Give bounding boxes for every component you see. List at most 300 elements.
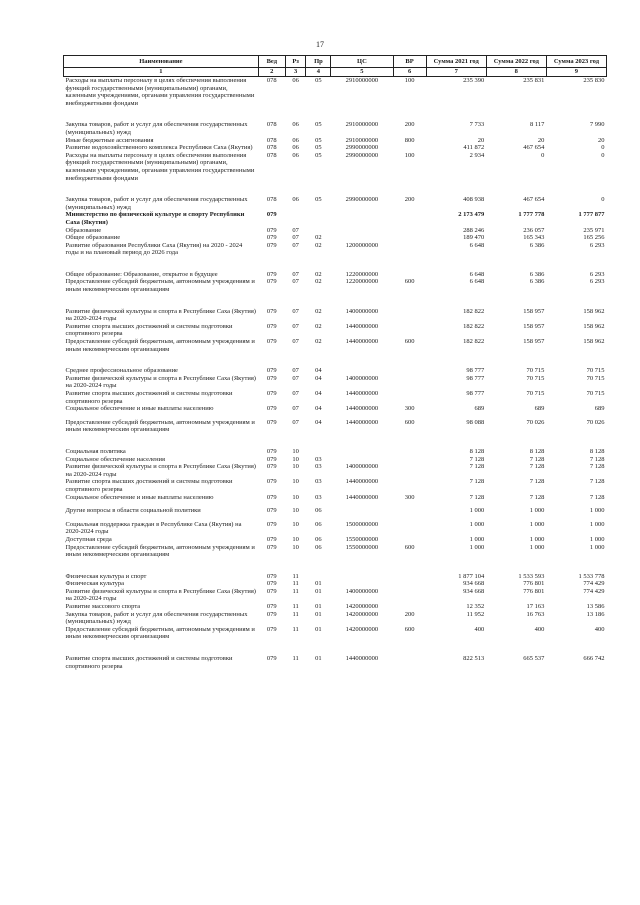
row-ved: 078 <box>266 151 277 159</box>
spacer-cell <box>64 559 607 573</box>
row-vr: 600 <box>404 278 415 286</box>
spacer-row <box>64 559 607 573</box>
row-sum-2023: 689 <box>594 405 605 413</box>
table-row <box>64 626 607 641</box>
row-ved: 079 <box>266 405 277 413</box>
row-rz: 07 <box>292 418 299 426</box>
row-pr <box>306 573 331 581</box>
row-sum-2021: 182 822 <box>463 322 485 330</box>
row-pr: 01 <box>315 610 322 618</box>
row-sum-2021: 400 <box>474 625 485 633</box>
row-cs: 1440000000 <box>345 405 379 413</box>
col-number: 4 <box>306 68 331 77</box>
row-sum-2023: 1 533 778 <box>578 572 605 580</box>
row-ved: 079 <box>266 241 277 249</box>
row-sum-2022: 158 957 <box>523 307 545 315</box>
row-ved: 079 <box>266 655 277 663</box>
col-header-sum-2021: Сумма 2021 год <box>426 56 486 68</box>
row-name: Развитие спорта высших достижений и системы подготовки спортивного резерва <box>65 322 233 338</box>
row-sum-2021: 7 733 <box>469 121 485 129</box>
row-ved: 079 <box>266 625 277 633</box>
table-row <box>64 375 607 390</box>
row-name: Общее образование: Образование, открытое в будущее <box>65 270 218 278</box>
row-cs: 1400000000 <box>345 587 379 595</box>
budget-table <box>63 55 607 670</box>
row-pr: 02 <box>315 270 322 278</box>
row-cs: 2990000000 <box>345 196 379 204</box>
row-sum-2023: 7 128 <box>589 493 605 501</box>
row-sum-2022: 6 386 <box>529 241 545 249</box>
row-sum-2022: 776 801 <box>523 580 545 588</box>
col-header-sum-2022: Сумма 2022 год <box>486 56 546 68</box>
row-rz: 07 <box>292 405 299 413</box>
row-vr <box>393 323 426 338</box>
col-number: 9 <box>546 68 606 77</box>
row-rz: 10 <box>292 507 299 515</box>
col-header-pr: Пр <box>306 56 331 68</box>
row-vr: 200 <box>404 196 415 204</box>
row-cs: 1400000000 <box>345 463 379 471</box>
spacer-cell <box>64 353 607 367</box>
row-pr <box>306 448 331 456</box>
row-sum-2023: 70 715 <box>586 367 605 375</box>
row-rz: 10 <box>292 447 299 455</box>
row-sum-2023: 70 026 <box>586 418 605 426</box>
row-cs: 1200000000 <box>345 241 379 249</box>
table-row <box>64 278 607 293</box>
row-sum-2021: 6 648 <box>469 241 485 249</box>
row-sum-2021: 235 390 <box>463 77 485 84</box>
row-sum-2021: 822 513 <box>463 655 485 663</box>
table-row <box>64 271 607 279</box>
spacer-cell <box>64 434 607 448</box>
row-cs: 2910000000 <box>345 136 379 144</box>
row-vr <box>393 211 426 226</box>
spacer-row <box>64 641 607 655</box>
row-sum-2023: 158 962 <box>583 338 605 346</box>
row-rz: 11 <box>292 587 299 595</box>
row-rz: 10 <box>292 493 299 501</box>
row-pr: 05 <box>315 136 322 144</box>
row-rz: 06 <box>292 151 299 159</box>
row-cs: 2990000000 <box>345 151 379 159</box>
row-pr: 03 <box>315 463 322 471</box>
row-rz: 11 <box>292 572 299 580</box>
col-header-rz: Рз <box>285 56 306 68</box>
table-row <box>64 137 607 145</box>
table-row <box>64 152 607 182</box>
row-name: Предоставление субсидий бюджетным, автономным учреждениям и иным некоммерческим организациям <box>65 418 255 434</box>
row-sum-2022: 235 831 <box>523 77 545 84</box>
row-ved: 078 <box>266 196 277 204</box>
row-sum-2022: 400 <box>534 625 545 633</box>
spacer-row <box>64 182 607 196</box>
table-row <box>64 419 607 434</box>
row-vr <box>393 580 426 588</box>
row-rz: 11 <box>292 580 299 588</box>
row-name: Расходы на выплаты персоналу в целях обеспечения выполнения функций государственными (муниципальными) органами, казенными учреждениями, органами управления государственными внебюджетными фондами <box>65 77 255 107</box>
row-sum-2021: 1 000 <box>469 507 485 515</box>
row-pr <box>306 227 331 235</box>
row-cs: 1420000000 <box>345 625 379 633</box>
row-sum-2023: 400 <box>594 625 605 633</box>
row-name: Развитие спорта высших достижений и системы подготовки спортивного резерва <box>65 478 233 493</box>
row-sum-2022: 70 715 <box>526 390 545 397</box>
table-row <box>64 196 607 211</box>
row-pr: 06 <box>315 520 322 528</box>
row-ved: 079 <box>266 610 277 618</box>
row-name: Физическая культура и спорт <box>65 572 147 580</box>
row-ved: 079 <box>266 338 277 346</box>
row-pr: 02 <box>315 307 322 315</box>
row-cs: 1550000000 <box>345 543 379 551</box>
row-vr <box>393 367 426 375</box>
row-name: Развитие физической культуры и спорта в Республике Саха (Якутия) на 2020-2024 годы <box>65 463 256 478</box>
row-vr: 100 <box>404 77 415 84</box>
row-ved: 079 <box>266 447 277 455</box>
row-sum-2021: 6 648 <box>469 278 485 286</box>
row-rz: 07 <box>292 278 299 286</box>
row-name: Другие вопросы в области социальной политики <box>65 507 201 515</box>
row-sum-2022: 17 163 <box>526 603 545 611</box>
row-cs <box>331 456 393 464</box>
row-vr <box>393 390 426 405</box>
row-sum-2023: 7 128 <box>589 478 605 486</box>
row-sum-2021: 11 952 <box>466 610 485 618</box>
row-name: Социальная поддержка граждан в Республике Саха (Якутия) на 2020-2024 годы <box>65 520 242 536</box>
row-ved: 079 <box>266 418 277 426</box>
table-body <box>64 77 607 671</box>
row-name: Министерство по физической культуре и спорту Республики Саха (Якутия) <box>65 211 245 226</box>
row-ved: 079 <box>266 507 277 515</box>
row-vr: 200 <box>404 610 415 618</box>
table-row <box>64 603 607 611</box>
row-sum-2022: 467 654 <box>523 196 545 204</box>
row-vr <box>393 463 426 478</box>
row-ved: 079 <box>266 455 277 463</box>
row-rz: 06 <box>292 77 299 84</box>
row-cs: 1440000000 <box>345 322 379 330</box>
row-ved: 079 <box>266 270 277 278</box>
row-name: Образование <box>65 226 102 234</box>
row-cs <box>331 507 393 515</box>
row-pr: 01 <box>315 587 322 595</box>
row-cs: 1420000000 <box>345 610 379 618</box>
row-sum-2022: 6 386 <box>529 270 545 278</box>
row-vr <box>393 588 426 603</box>
row-rz: 06 <box>292 121 299 129</box>
row-ved: 078 <box>266 136 277 144</box>
row-sum-2021: 7 128 <box>469 455 485 463</box>
row-vr <box>393 573 426 581</box>
row-cs <box>331 580 393 588</box>
row-sum-2023: 7 990 <box>589 121 605 129</box>
row-pr: 04 <box>315 418 322 426</box>
column-number-row <box>64 68 607 77</box>
row-cs <box>331 367 393 375</box>
table-row <box>64 655 607 670</box>
table-row <box>64 580 607 588</box>
row-vr: 300 <box>404 493 415 501</box>
col-header-name: Наименование <box>64 56 259 68</box>
table-row <box>64 234 607 242</box>
row-vr: 100 <box>404 151 415 159</box>
row-vr <box>393 227 426 235</box>
row-name: Общее образование <box>65 234 121 242</box>
row-pr: 01 <box>315 580 322 588</box>
table-row <box>64 611 607 626</box>
table-row <box>64 463 607 478</box>
row-name: Расходы на выплаты персоналу в целях обеспечения выполнения функций государственными (муниципальными) органами, казенными учреждениями, органами управления государственными внебюджетными фондами <box>65 151 255 182</box>
row-cs: 1440000000 <box>345 418 379 426</box>
row-vr: 300 <box>404 405 415 413</box>
row-pr: 02 <box>315 338 322 346</box>
row-pr: 03 <box>315 455 322 463</box>
row-name: Развитие спорта высших достижений и системы подготовки спортивного резерва <box>65 655 233 670</box>
row-vr: 600 <box>404 543 415 551</box>
row-pr: 01 <box>315 655 322 663</box>
row-rz: 10 <box>292 478 299 486</box>
row-cs: 1440000000 <box>345 390 379 397</box>
row-cs <box>331 448 393 456</box>
table-row <box>64 144 607 152</box>
row-rz: 11 <box>292 610 299 618</box>
row-sum-2021: 934 668 <box>463 587 485 595</box>
row-ved: 079 <box>266 307 277 315</box>
row-sum-2021: 408 938 <box>463 196 485 204</box>
row-sum-2023: 70 715 <box>586 390 605 397</box>
row-pr: 05 <box>315 144 322 152</box>
row-vr <box>393 234 426 242</box>
row-sum-2022: 8 117 <box>529 121 545 129</box>
row-ved: 079 <box>266 374 277 382</box>
row-ved: 079 <box>266 580 277 588</box>
row-sum-2023: 7 128 <box>589 455 605 463</box>
row-sum-2022: 7 128 <box>529 478 545 486</box>
row-sum-2023: 70 715 <box>586 374 605 382</box>
row-sum-2023: 0 <box>601 196 605 204</box>
row-pr: 05 <box>315 151 322 159</box>
row-name: Социальное обеспечение и иные выплаты населению <box>65 405 214 413</box>
table-row <box>64 448 607 456</box>
row-sum-2022: 689 <box>534 405 545 413</box>
row-vr: 600 <box>404 338 415 346</box>
table-row <box>64 588 607 603</box>
col-header-ved: Вед <box>258 56 285 68</box>
row-sum-2023: 0 <box>601 151 605 159</box>
row-ved: 078 <box>266 77 277 84</box>
row-pr: 01 <box>315 625 322 633</box>
row-rz: 07 <box>292 322 299 330</box>
row-sum-2023: 158 962 <box>583 307 605 315</box>
table-row <box>64 338 607 353</box>
row-cs: 1220000000 <box>345 278 379 286</box>
row-sum-2021: 411 872 <box>463 144 485 152</box>
row-vr <box>393 448 426 456</box>
row-rz: 10 <box>292 543 299 551</box>
row-ved: 079 <box>266 543 277 551</box>
row-sum-2021: 7 128 <box>469 493 485 501</box>
row-cs: 1440000000 <box>345 655 379 663</box>
row-sum-2021: 8 128 <box>469 447 485 455</box>
row-ved: 079 <box>266 278 277 286</box>
row-rz: 10 <box>292 535 299 543</box>
row-sum-2022: 20 <box>537 136 545 144</box>
spacer-cell <box>64 182 607 196</box>
row-name: Развитие физической культуры и спорта в Республике Саха (Якутия) на 2020-2024 годы <box>65 587 256 603</box>
row-name: Физическая культура <box>65 580 125 588</box>
row-sum-2022: 165 343 <box>523 234 545 242</box>
row-sum-2021: 288 246 <box>463 226 485 234</box>
col-number: 1 <box>64 68 259 77</box>
row-ved: 079 <box>266 463 277 471</box>
spacer-cell <box>64 294 607 308</box>
spacer-cell <box>64 257 607 271</box>
row-rz: 10 <box>292 463 299 471</box>
row-rz: 11 <box>292 625 299 633</box>
row-rz: 07 <box>292 234 299 242</box>
row-sum-2021: 2 934 <box>469 151 485 159</box>
row-ved: 079 <box>266 603 277 611</box>
row-cs: 2910000000 <box>345 121 379 129</box>
row-sum-2022: 665 537 <box>523 655 545 663</box>
table-row <box>64 77 607 108</box>
row-sum-2022: 6 386 <box>529 278 545 286</box>
row-ved: 079 <box>266 322 277 330</box>
row-cs <box>331 211 393 226</box>
row-ved: 079 <box>266 234 277 242</box>
row-vr <box>393 603 426 611</box>
spacer-cell <box>64 641 607 655</box>
row-name: Предоставление субсидий бюджетным, автономным учреждениям и иным некоммерческим организациям <box>65 278 255 294</box>
spacer-row <box>64 353 607 367</box>
row-pr: 04 <box>315 367 322 375</box>
row-name: Доступная среда <box>65 535 112 543</box>
row-rz: 10 <box>292 520 299 528</box>
row-sum-2023: 13 186 <box>586 610 605 618</box>
row-cs <box>331 573 393 581</box>
table-row <box>64 507 607 515</box>
row-sum-2022: 16 763 <box>526 610 545 618</box>
row-sum-2023: 1 000 <box>589 543 605 551</box>
row-pr: 06 <box>315 543 322 551</box>
row-pr <box>306 211 331 226</box>
row-vr: 800 <box>404 136 415 144</box>
table-row <box>64 573 607 581</box>
row-sum-2023: 774 429 <box>583 587 605 595</box>
row-vr <box>393 242 426 257</box>
row-sum-2022: 1 000 <box>529 543 545 551</box>
header-row <box>64 56 607 68</box>
row-pr: 02 <box>315 234 322 242</box>
row-sum-2021: 12 352 <box>466 603 485 611</box>
row-sum-2023: 6 293 <box>589 241 605 249</box>
row-vr <box>393 655 426 670</box>
table-row <box>64 323 607 338</box>
row-sum-2023: 0 <box>601 144 605 152</box>
table-row <box>64 121 607 136</box>
row-ved: 079 <box>266 535 277 543</box>
row-vr: 600 <box>404 625 415 633</box>
row-sum-2021: 98 088 <box>466 418 485 426</box>
col-number: 7 <box>426 68 486 77</box>
row-vr <box>393 456 426 464</box>
row-sum-2022: 8 128 <box>529 447 545 455</box>
table-row <box>64 536 607 544</box>
row-sum-2022: 158 957 <box>523 322 545 330</box>
row-sum-2021: 1 877 104 <box>458 572 485 580</box>
row-sum-2021: 189 470 <box>463 234 485 242</box>
row-sum-2022: 1 000 <box>529 507 545 515</box>
row-name: Социальное обеспечение населения <box>65 455 166 463</box>
row-sum-2022: 70 026 <box>526 418 545 426</box>
row-sum-2023: 6 293 <box>589 270 605 278</box>
table-row <box>64 544 607 559</box>
row-sum-2022: 70 715 <box>526 367 545 375</box>
row-sum-2023: 165 256 <box>583 234 605 242</box>
row-sum-2022: 0 <box>541 151 545 159</box>
row-cs: 2910000000 <box>345 77 379 84</box>
col-header-sum-2023: Сумма 2023 год <box>546 56 606 68</box>
row-sum-2021: 6 648 <box>469 270 485 278</box>
row-name: Развитие физической культуры и спорта в Республике Саха (Якутия) на 2020-2024 годы <box>65 374 256 390</box>
row-ved: 079 <box>266 226 277 234</box>
row-name: Социальная политика <box>65 447 126 455</box>
col-header-cs: ЦС <box>331 56 393 68</box>
row-vr <box>393 308 426 323</box>
row-rz: 07 <box>292 226 299 234</box>
table-row <box>64 456 607 464</box>
row-pr: 03 <box>315 478 322 486</box>
row-ved: 079 <box>266 572 277 580</box>
row-sum-2021: 689 <box>474 405 485 413</box>
table-row <box>64 521 607 536</box>
row-ved: 079 <box>266 493 277 501</box>
row-vr <box>393 144 426 152</box>
row-sum-2022: 7 128 <box>529 463 545 471</box>
row-sum-2022: 7 128 <box>529 493 545 501</box>
row-vr <box>393 536 426 544</box>
row-pr: 04 <box>315 374 322 382</box>
row-rz: 11 <box>292 655 299 663</box>
row-rz: 11 <box>292 603 299 611</box>
row-vr <box>393 521 426 536</box>
col-number: 6 <box>393 68 426 77</box>
row-sum-2022: 1 000 <box>529 520 545 528</box>
row-sum-2022: 7 128 <box>529 455 545 463</box>
row-sum-2022: 1 777 778 <box>518 211 545 219</box>
row-sum-2023: 1 777 877 <box>578 211 605 219</box>
table-row <box>64 390 607 405</box>
row-rz: 06 <box>292 144 299 152</box>
row-rz <box>285 211 306 226</box>
row-cs: 2990000000 <box>345 144 379 152</box>
row-sum-2022: 1 000 <box>529 535 545 543</box>
row-sum-2022: 467 654 <box>523 144 545 152</box>
row-pr: 04 <box>315 390 322 397</box>
row-sum-2023: 235 971 <box>583 226 605 234</box>
row-ved: 079 <box>266 390 277 397</box>
row-vr <box>393 271 426 279</box>
col-number: 3 <box>285 68 306 77</box>
spacer-row <box>64 294 607 308</box>
row-cs: 1220000000 <box>345 270 379 278</box>
row-ved: 079 <box>266 587 277 595</box>
row-sum-2021: 7 128 <box>469 463 485 471</box>
table-row <box>64 405 607 413</box>
row-sum-2022: 70 715 <box>526 374 545 382</box>
row-rz: 10 <box>292 455 299 463</box>
